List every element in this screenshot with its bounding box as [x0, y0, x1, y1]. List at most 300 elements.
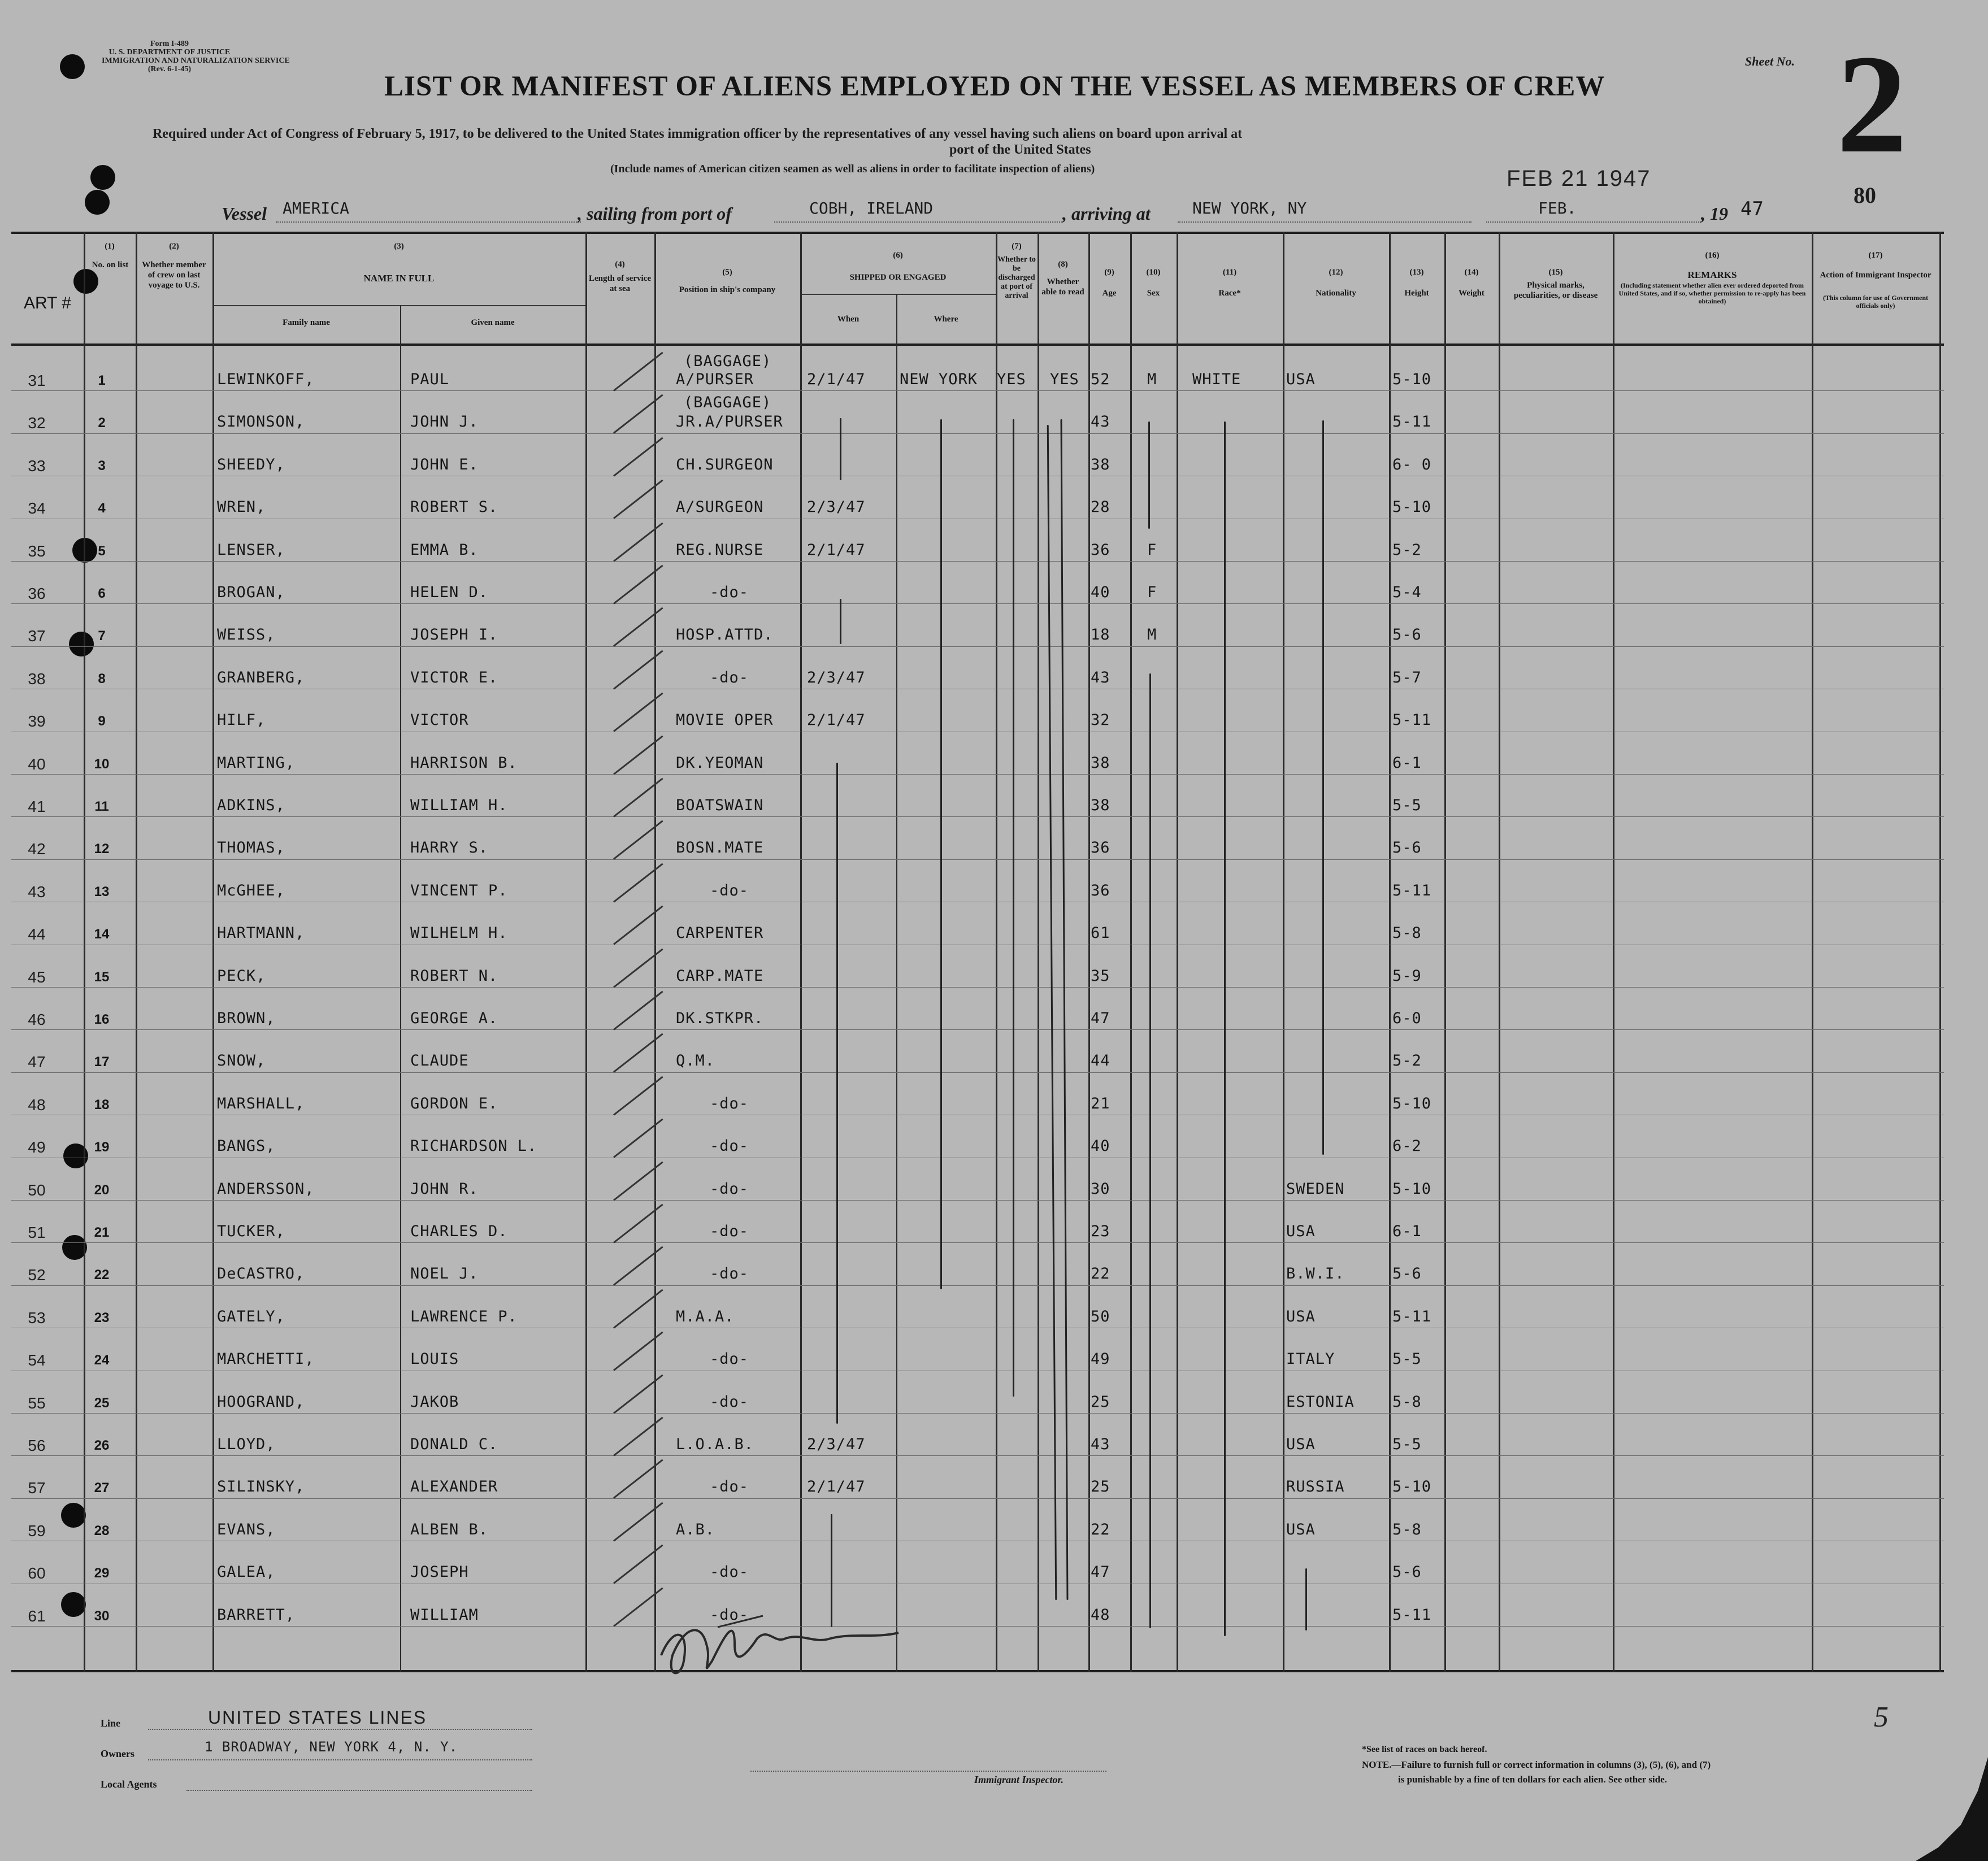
cell-given: LAWRENCE P.	[410, 1308, 518, 1325]
cell-art: 60	[28, 1564, 46, 1582]
col-height: Height	[1404, 289, 1429, 298]
cell-position: -do-	[710, 1265, 749, 1282]
subtitle: Required under Act of Congress of February 5, 1917, to be delivered to the United States immigration officer by the representatives of any vessel having such aliens on board upon arrival at	[153, 127, 1243, 141]
cell-family: ANDERSSON,	[217, 1180, 315, 1198]
cell-age: 40	[1091, 584, 1110, 601]
ditto-mark	[1047, 425, 1057, 1600]
cell-position: A/PURSER	[676, 371, 754, 388]
cell-no: 28	[94, 1523, 110, 1538]
cell-art: 56	[28, 1437, 46, 1454]
col-sex: Sex	[1147, 289, 1160, 298]
row-rule	[11, 433, 1944, 434]
cell-position-note: (BAGGAGE)	[684, 353, 772, 370]
col-inspector-subtext: (This column for use of Government officials only)	[1822, 294, 1929, 310]
cell-art: 44	[28, 925, 46, 943]
cell-age: 21	[1091, 1095, 1110, 1112]
cell-family: WEISS,	[217, 626, 276, 643]
cell-position: -do-	[710, 1223, 749, 1240]
cell-when: 2/1/47	[807, 1478, 866, 1495]
cell-no: 26	[94, 1438, 110, 1453]
name-subheader-divider	[212, 305, 585, 306]
cell-no: 22	[94, 1267, 110, 1282]
cell-position: -do-	[710, 1606, 749, 1624]
cell-sex: M	[1147, 626, 1157, 643]
cell-when: 2/3/47	[807, 1436, 866, 1453]
cell-height: 6-0	[1392, 1010, 1422, 1027]
cell-age: 36	[1091, 839, 1110, 856]
row-rule	[11, 390, 1944, 391]
cell-family: THOMAS,	[217, 839, 285, 856]
shipped-subheader-divider	[800, 294, 996, 295]
cell-no: 4	[98, 501, 106, 516]
cell-no: 21	[94, 1225, 110, 1240]
punch-hole	[90, 165, 115, 190]
col-shipped-where: Where	[934, 315, 958, 324]
cell-no: 10	[94, 756, 110, 772]
cell-no: 8	[98, 671, 106, 686]
cell-age: 36	[1091, 541, 1110, 559]
row-rule	[11, 1029, 1944, 1030]
col-physical-marks: Physical marks, peculiarities, or disease	[1513, 281, 1598, 300]
penalty-note: NOTE.—Failure to furnish full or correct information in columns (3), (5), (6), and (7)	[1362, 1759, 1711, 1770]
table-bottom-border	[11, 1670, 1944, 1672]
row-rule	[11, 987, 1944, 988]
penalty-note-cont: is punishable by a fine of ten dollars for each alien. See other side.	[1398, 1774, 1667, 1785]
form-identifier: Form I-489 U. S. DEPARTMENT OF JUSTICE IMMIGRATION AND NATURALIZATION SERVICE (Rev. 6-1-45)	[102, 40, 290, 73]
cell-age: 28	[1091, 498, 1110, 516]
cell-age: 38	[1091, 456, 1110, 473]
cell-position: L.O.A.B.	[676, 1436, 754, 1453]
cell-given: CHARLES D.	[410, 1223, 508, 1240]
cell-height: 6-1	[1392, 1223, 1422, 1240]
cell-height: 5-5	[1392, 797, 1422, 814]
cell-given: ROBERT N.	[410, 967, 498, 985]
cell-given: JOHN R.	[410, 1180, 479, 1198]
ditto-mark	[940, 419, 942, 1289]
row-rule	[11, 774, 1944, 775]
cell-nationality: USA	[1286, 1521, 1316, 1538]
cell-position: BOATSWAIN	[676, 797, 764, 814]
cell-given: WILHELM H.	[410, 924, 508, 942]
received-date-stamp: FEB 21 1947	[1507, 166, 1651, 191]
instruction: (Include names of American citizen seamen as well as aliens in order to facilitate inspection of aliens)	[610, 163, 1095, 175]
row-rule	[11, 1455, 1944, 1456]
col-shipped-when: When	[837, 315, 860, 324]
cell-age: 61	[1091, 924, 1110, 942]
cell-age: 32	[1091, 711, 1110, 729]
col-discharged: Whether to be discharged at port of arrival	[997, 255, 1036, 300]
cell-position-note: (BAGGAGE)	[684, 394, 772, 411]
cell-no: 29	[94, 1566, 110, 1581]
cell-family: BROGAN,	[217, 584, 285, 601]
cell-when: 2/3/47	[807, 669, 866, 686]
cell-family: SNOW,	[217, 1052, 266, 1069]
port-to: NEW YORK, NY	[1192, 199, 1307, 218]
cell-height: 5-6	[1392, 626, 1422, 643]
cell-no: 15	[94, 969, 110, 985]
cell-age: 35	[1091, 967, 1110, 985]
cell-family: ADKINS,	[217, 797, 285, 814]
ditto-mark	[836, 763, 838, 1424]
cell-height: 5-6	[1392, 1563, 1422, 1581]
ditto-mark	[1322, 420, 1324, 1155]
cell-no: 19	[94, 1140, 110, 1155]
cell-age: 49	[1091, 1350, 1110, 1368]
row-rule	[11, 1242, 1944, 1243]
owners-address: 1 BROADWAY, NEW YORK 4, N. Y.	[205, 1739, 458, 1755]
row-rule	[11, 1285, 1944, 1286]
cell-read: YES	[1050, 371, 1079, 388]
cell-art: 32	[28, 414, 46, 432]
cell-no: 7	[98, 628, 106, 643]
cell-height: 5-10	[1392, 1478, 1432, 1495]
cell-art: 42	[28, 840, 46, 858]
cell-position: -do-	[710, 1137, 749, 1155]
cell-art: 38	[28, 670, 46, 688]
arriving-label: , arriving at	[1062, 203, 1151, 224]
col-weight: Weight	[1459, 289, 1485, 298]
cell-position: BOSN.MATE	[676, 839, 764, 856]
cell-position: CARPENTER	[676, 924, 764, 942]
local-agents-label: Local Agents	[101, 1779, 157, 1790]
cell-given: ALBEN B.	[410, 1521, 489, 1538]
cell-age: 40	[1091, 1137, 1110, 1155]
cell-given: WILLIAM	[410, 1606, 479, 1624]
cell-height: 5-6	[1392, 839, 1422, 856]
cell-family: EVANS,	[217, 1521, 276, 1538]
vessel-label: Vessel	[222, 203, 267, 224]
cell-age: 48	[1091, 1606, 1110, 1624]
cell-given: HARRY S.	[410, 839, 489, 856]
cell-position: MOVIE OPER	[676, 711, 774, 729]
cell-art: 34	[28, 499, 46, 517]
col-inspector-action: Action of Immigrant Inspector	[1820, 271, 1931, 280]
cell-position: CH.SURGEON	[676, 456, 774, 473]
cell-no: 5	[98, 543, 106, 559]
cell-art: 41	[28, 798, 46, 815]
cell-family: BROWN,	[217, 1010, 276, 1027]
cell-nationality: B.W.I.	[1286, 1265, 1345, 1282]
cell-art: 54	[28, 1351, 46, 1369]
cell-nationality: USA	[1286, 1436, 1316, 1453]
cell-no: 17	[94, 1054, 110, 1069]
cell-given: VINCENT P.	[410, 882, 508, 899]
cell-where: NEW YORK	[900, 371, 978, 388]
cell-family: GALEA,	[217, 1563, 276, 1581]
cell-position: -do-	[710, 1393, 749, 1411]
row-rule	[11, 859, 1944, 860]
cell-given: PAUL	[410, 371, 450, 388]
cell-art: 36	[28, 585, 46, 602]
cell-given: WILLIAM H.	[410, 797, 508, 814]
cell-height: 5-10	[1392, 498, 1432, 516]
cell-given: JOSEPH	[410, 1563, 469, 1581]
cell-position: DK.STKPR.	[676, 1010, 764, 1027]
cell-art: 51	[28, 1224, 46, 1241]
cell-height: 5-8	[1392, 1393, 1422, 1411]
cell-height: 5-8	[1392, 924, 1422, 942]
cell-no: 20	[94, 1182, 110, 1198]
cell-family: BANGS,	[217, 1137, 276, 1155]
cell-no: 1	[98, 373, 106, 388]
col-length-of-service: Length of service at sea	[589, 274, 651, 293]
cell-art: 37	[28, 627, 46, 645]
cell-art: 43	[28, 883, 46, 901]
ditto-mark	[1149, 673, 1151, 1628]
cell-height: 5-5	[1392, 1350, 1422, 1368]
cell-sex: F	[1147, 541, 1157, 559]
inspector-signature	[650, 1593, 915, 1689]
cell-art: 61	[28, 1607, 46, 1625]
cell-family: SIMONSON,	[217, 413, 305, 431]
cell-art: 55	[28, 1394, 46, 1412]
cell-art: 35	[28, 542, 46, 560]
cell-position: -do-	[710, 1350, 749, 1368]
cell-height: 5-2	[1392, 1052, 1422, 1069]
cell-family: SILINSKY,	[217, 1478, 305, 1495]
col-remarks-subtext: (Including statement whether alien ever ordered deported from United States, and if so, whether permission to re-apply has been obtained)	[1618, 281, 1806, 305]
cell-when: 2/1/47	[807, 711, 866, 729]
cell-given: VICTOR	[410, 711, 469, 729]
cell-age: 43	[1091, 669, 1110, 686]
cell-height: 6-2	[1392, 1137, 1422, 1155]
cell-family: MARSHALL,	[217, 1095, 305, 1112]
ditto-mark	[840, 599, 841, 644]
cell-given: NOEL J.	[410, 1265, 479, 1282]
cell-nationality: ITALY	[1286, 1350, 1335, 1368]
row-rule	[11, 816, 1944, 817]
cell-family: DeCASTRO,	[217, 1265, 305, 1282]
cell-art: 50	[28, 1181, 46, 1199]
cell-family: BARRETT,	[217, 1606, 296, 1624]
cell-no: 12	[94, 841, 110, 856]
col-age: Age	[1102, 289, 1117, 298]
sheet-number: 2	[1837, 26, 1907, 182]
cell-position: A.B.	[676, 1521, 715, 1538]
cell-given: GEORGE A.	[410, 1010, 498, 1027]
cell-family: LENSER,	[217, 541, 285, 559]
col-name-in-full: NAME IN FULL	[363, 273, 435, 284]
col-family-name: Family name	[283, 318, 330, 327]
cell-no: 13	[94, 884, 110, 899]
col-last-voyage: Whether member of crew on last voyage to U.S.	[142, 260, 206, 290]
cell-art: 33	[28, 457, 46, 475]
cell-height: 5-5	[1392, 1436, 1422, 1453]
cell-no: 14	[94, 927, 110, 942]
cell-nationality: USA	[1286, 1223, 1316, 1240]
col-shipped-or-engaged: SHIPPED OR ENGAGED	[849, 273, 947, 282]
cell-art: 49	[28, 1138, 46, 1156]
cell-art: 53	[28, 1309, 46, 1327]
cell-given: EMMA B.	[410, 541, 479, 559]
cell-art: 57	[28, 1479, 46, 1497]
cell-no: 11	[94, 799, 109, 814]
cell-sex: F	[1147, 584, 1157, 601]
manifest-sheet: Form I-489 U. S. DEPARTMENT OF JUSTICE IMMIGRATION AND NATURALIZATION SERVICE (Rev. 6-1-45) Sheet No. 2 LIST OR MANIFEST OF ALIENS EMPLOYED ON THE VESSEL AS MEMBERS OF CREW Required under Act of Congress of February 5, 1917, to be delivered to the United States immigration officer by the representatives of any vessel having such aliens on board upon arrival at port of the United States (Include names of American citizen seamen as well as aliens in order to facilitate inspection of aliens) FEB 21 1947 80 Vessel AMERICA , sailing from port of COBH, IRELAND , arriving at NEW YORK, NY FEB. , 19 47 ART # (1) No. on list (2) Whether member of crew on last voyage to U.S. (3) NAME IN FULL Family name Given name (4) Length of service at sea (5) Position in ship's company (6) SHIPPED OR ENGAGED When Where (7) Whether to be discharged at port of arrival (8) Whether able to read (9) Age (10) Sex (11) Race* (12) Nationality (13) Height (14) Weight (15) Physical marks, peculiarities, or disease (16) REMARKS (Including statement whether alien ever ordered deported from United States, and if so, whether permission to re-apply has been obtained) (17) Action of Immigrant Inspector (This column for use of Government officials only) 31 1 LEWINKOFF, PAUL A/PURSER 2/1/47 NEW YORK YES YES 52 M WHITE USA 5-10 (BAGGAGE) 32 2 SIMONSON, JOHN J. JR.A/PURSER 43 5-11 (BAGGAGE) 33 3 SHEEDY, JOHN E. CH.SURGEON 38 6- 0 34 4 WREN, ROBERT S. A/SURGEON 2/3/47 28 5-10 35 5 LENSER, EMMA B. REG.NURSE 2/1/47 36 F 5-2 36 6 BROGAN, HELEN D. -do- 40 F 5-4 37 7 WEISS, JOSEPH I. HOSP.ATTD. 18 M 5-6 38 8 GRANBERG, VICTOR E. -do- 2/3/47 43 5-7 39 9 HILF, VICTOR MOVIE OPER 2/1/47 32 5-11 40 10 MARTING, HARRISON B. DK.YEOMAN 38 6-1 41 11 ADKINS, WILLIAM H. BOATSWAIN 38 5-5 42 12 THOMAS, HARRY S. BOSN.MATE 36 5-6 43 13 McGHEE, VINCENT P. -do- 36 5-11 44 14 HARTMANN, WILHELM H. CARPENTER 61 5-8 45 15 PECK, ROBERT N. CARP.MATE 35 5-9 46 16 BROWN, GEORGE A. DK.STKPR. 47 6-0 47 17 SNOW, CLAUDE Q.M. 44 5-2 48 18 MARSHALL, GORDON E. -do- 21 5-10 49 19 BANGS, RICHARDSON L. -do- 40 6-2 50 20 ANDERSSON, JOHN R. -do- 30 SWEDEN 5-10 51 21 TUCKER, CHARLES D. -do- 23 USA 6-1 52 22 DeCASTRO, NOEL J. -do- 22 B.W.I. 5-6 53 23 GATELY, LAWRENCE P. M.A.A. 50 USA 5-11 54 24 MARCHETTI, LOUIS -do- 49 ITALY 5-5 55 25 HOOGRAND, JAKOB -do- 25 ESTONIA 5-8 56 26 LLOYD, DONALD C. L.O.A.B. 2/3/47 43 USA 5-5 57 27 SILINSKY, ALEXANDER -do- 2/1/47 25 RUSSIA 5-10 59 28 EVANS, ALBEN B. A.B. 22 USA 5-8 60 29 GALEA, JOSEPH -do- 47 5-6 61 30 BARRETT, WILLIAM -do- 48 5-11 Line UNITED STATES LINES Owners 1 BROADWAY, NEW YORK 4, N. Y. Local Agents Immigrant Inspector. *See list of races on back hereof. NOTE.—Failure to furnish full or correct information in columns (3), (5), (6), and (7) is punishable by a fine of ten dollars for each alien. See other side. 5	[0, 0, 1988, 1861]
line-label: Line	[101, 1717, 121, 1729]
cell-height: 5-11	[1392, 1308, 1432, 1325]
row-rule	[11, 1413, 1944, 1414]
row-rule	[11, 603, 1944, 604]
sheet-label: Sheet No.	[1745, 54, 1795, 68]
cell-age: 43	[1091, 1436, 1110, 1453]
cell-no: 18	[94, 1097, 110, 1112]
cell-height: 5-9	[1392, 967, 1422, 985]
cell-family: HARTMANN,	[217, 924, 305, 942]
cell-given: VICTOR E.	[410, 669, 498, 686]
cell-height: 5-10	[1392, 1180, 1432, 1198]
cell-family: McGHEE,	[217, 882, 285, 899]
ditto-mark	[1061, 419, 1069, 1600]
cell-position: M.A.A.	[676, 1308, 735, 1325]
races-note: *See list of races on back hereof.	[1362, 1745, 1487, 1754]
cell-age: 50	[1091, 1308, 1110, 1325]
cell-age: 47	[1091, 1563, 1110, 1581]
col-able-to-read: Whether able to read	[1041, 277, 1084, 297]
subtitle-port: port of the United States	[949, 142, 1091, 157]
cell-art: 31	[28, 372, 46, 389]
col-given-name: Given name	[471, 318, 515, 327]
cell-nationality: ESTONIA	[1286, 1393, 1355, 1411]
cell-no: 24	[94, 1353, 110, 1368]
cell-given: CLAUDE	[410, 1052, 469, 1069]
cell-nationality: USA	[1286, 1308, 1316, 1325]
cell-age: 23	[1091, 1223, 1110, 1240]
cell-nationality: USA	[1286, 371, 1316, 388]
cell-nationality: RUSSIA	[1286, 1478, 1345, 1495]
cell-family: GRANBERG,	[217, 669, 305, 686]
cell-position: CARP.MATE	[676, 967, 764, 985]
immigrant-inspector-label: Immigrant Inspector.	[974, 1774, 1064, 1785]
cell-position: Q.M.	[676, 1052, 715, 1069]
cell-age: 38	[1091, 797, 1110, 814]
vessel-name: AMERICA	[283, 199, 350, 218]
ditto-mark	[1013, 419, 1014, 1397]
punch-hole	[60, 54, 85, 79]
cell-art: 47	[28, 1053, 46, 1071]
cell-height: 5-2	[1392, 541, 1422, 559]
col-no-on-list: No. on list	[92, 260, 129, 269]
cell-given: DONALD C.	[410, 1436, 498, 1453]
cell-no: 6	[98, 586, 106, 601]
header-bottom-border	[11, 343, 1944, 346]
arrival-month: FEB.	[1538, 199, 1577, 218]
col-nationality: Nationality	[1316, 289, 1356, 298]
sailing-label: , sailing from port of	[578, 203, 732, 224]
cell-discharged: YES	[997, 371, 1026, 388]
cell-when: 2/1/47	[807, 541, 866, 559]
cell-age: 25	[1091, 1393, 1110, 1411]
cell-given: GORDON E.	[410, 1095, 498, 1112]
cell-age: 22	[1091, 1265, 1110, 1282]
ditto-mark	[1305, 1568, 1307, 1630]
page-number: 80	[1854, 182, 1876, 208]
cell-age: 36	[1091, 882, 1110, 899]
cell-height: 5-11	[1392, 882, 1432, 899]
cell-age: 44	[1091, 1052, 1110, 1069]
cell-given: HELEN D.	[410, 584, 489, 601]
cell-when: 2/3/47	[807, 498, 866, 516]
cell-no: 2	[98, 415, 106, 431]
cell-given: ROBERT S.	[410, 498, 498, 516]
cell-no: 30	[94, 1608, 110, 1624]
cell-given: ALEXANDER	[410, 1478, 498, 1495]
cell-given: JOSEPH I.	[410, 626, 498, 643]
owners-label: Owners	[101, 1748, 134, 1759]
cell-family: GATELY,	[217, 1308, 285, 1325]
cell-sex: M	[1147, 371, 1157, 388]
cell-height: 5-10	[1392, 1095, 1432, 1112]
cell-when: 2/1/47	[807, 371, 866, 388]
cell-given: JOHN J.	[410, 413, 479, 431]
cell-position: -do-	[710, 1563, 749, 1581]
handwritten-number: 5	[1874, 1701, 1889, 1733]
cell-height: 6-1	[1392, 754, 1422, 772]
cell-no: 3	[98, 458, 106, 473]
year-label: , 19	[1701, 203, 1728, 224]
ditto-mark	[1224, 421, 1226, 1636]
cell-height: 6- 0	[1392, 456, 1432, 473]
cell-position: -do-	[710, 1095, 749, 1112]
row-rule	[11, 646, 1944, 647]
punch-hole	[73, 269, 98, 294]
col-position: Position in ship's company	[679, 285, 776, 294]
cell-height: 5-11	[1392, 1606, 1432, 1624]
cell-age: 22	[1091, 1521, 1110, 1538]
cell-height: 5-11	[1392, 711, 1432, 729]
cell-height: 5-10	[1392, 371, 1432, 388]
cell-height: 5-4	[1392, 584, 1422, 601]
ditto-mark	[1148, 421, 1150, 529]
cell-position: JR.A/PURSER	[676, 413, 783, 431]
cell-age: 43	[1091, 413, 1110, 431]
row-rule	[11, 1498, 1944, 1499]
col-remarks: REMARKS	[1687, 269, 1737, 280]
cell-art: 48	[28, 1096, 46, 1114]
torn-corner	[1904, 1757, 1988, 1861]
art-column-header: ART #	[24, 294, 71, 312]
cell-position: -do-	[710, 1478, 749, 1495]
cell-given: RICHARDSON L.	[410, 1137, 537, 1155]
row-rule	[11, 1626, 1944, 1627]
cell-family: HILF,	[217, 711, 266, 729]
cell-family: PECK,	[217, 967, 266, 985]
punch-hole	[61, 1592, 86, 1617]
page-title: LIST OR MANIFEST OF ALIENS EMPLOYED ON THE VESSEL AS MEMBERS OF CREW	[384, 71, 1605, 102]
arrival-year: 47	[1740, 198, 1764, 220]
cell-position: A/SURGEON	[676, 498, 764, 516]
cell-position: -do-	[710, 1180, 749, 1198]
cell-nationality: SWEDEN	[1286, 1180, 1345, 1198]
cell-no: 27	[94, 1480, 110, 1495]
cell-position: -do-	[710, 882, 749, 899]
shipping-line: UNITED STATES LINES	[208, 1707, 427, 1728]
cell-height: 5-7	[1392, 669, 1422, 686]
cell-position: -do-	[710, 669, 749, 686]
row-rule	[11, 1200, 1944, 1201]
cell-family: SHEEDY,	[217, 456, 285, 473]
cell-age: 25	[1091, 1478, 1110, 1495]
cell-age: 38	[1091, 754, 1110, 772]
cell-height: 5-8	[1392, 1521, 1422, 1538]
cell-position: HOSP.ATTD.	[676, 626, 774, 643]
cell-art: 39	[28, 712, 46, 730]
punch-hole	[85, 190, 110, 215]
ditto-mark	[840, 418, 841, 480]
cell-family: TUCKER,	[217, 1223, 285, 1240]
punch-hole	[61, 1503, 86, 1528]
cell-position: -do-	[710, 584, 749, 601]
